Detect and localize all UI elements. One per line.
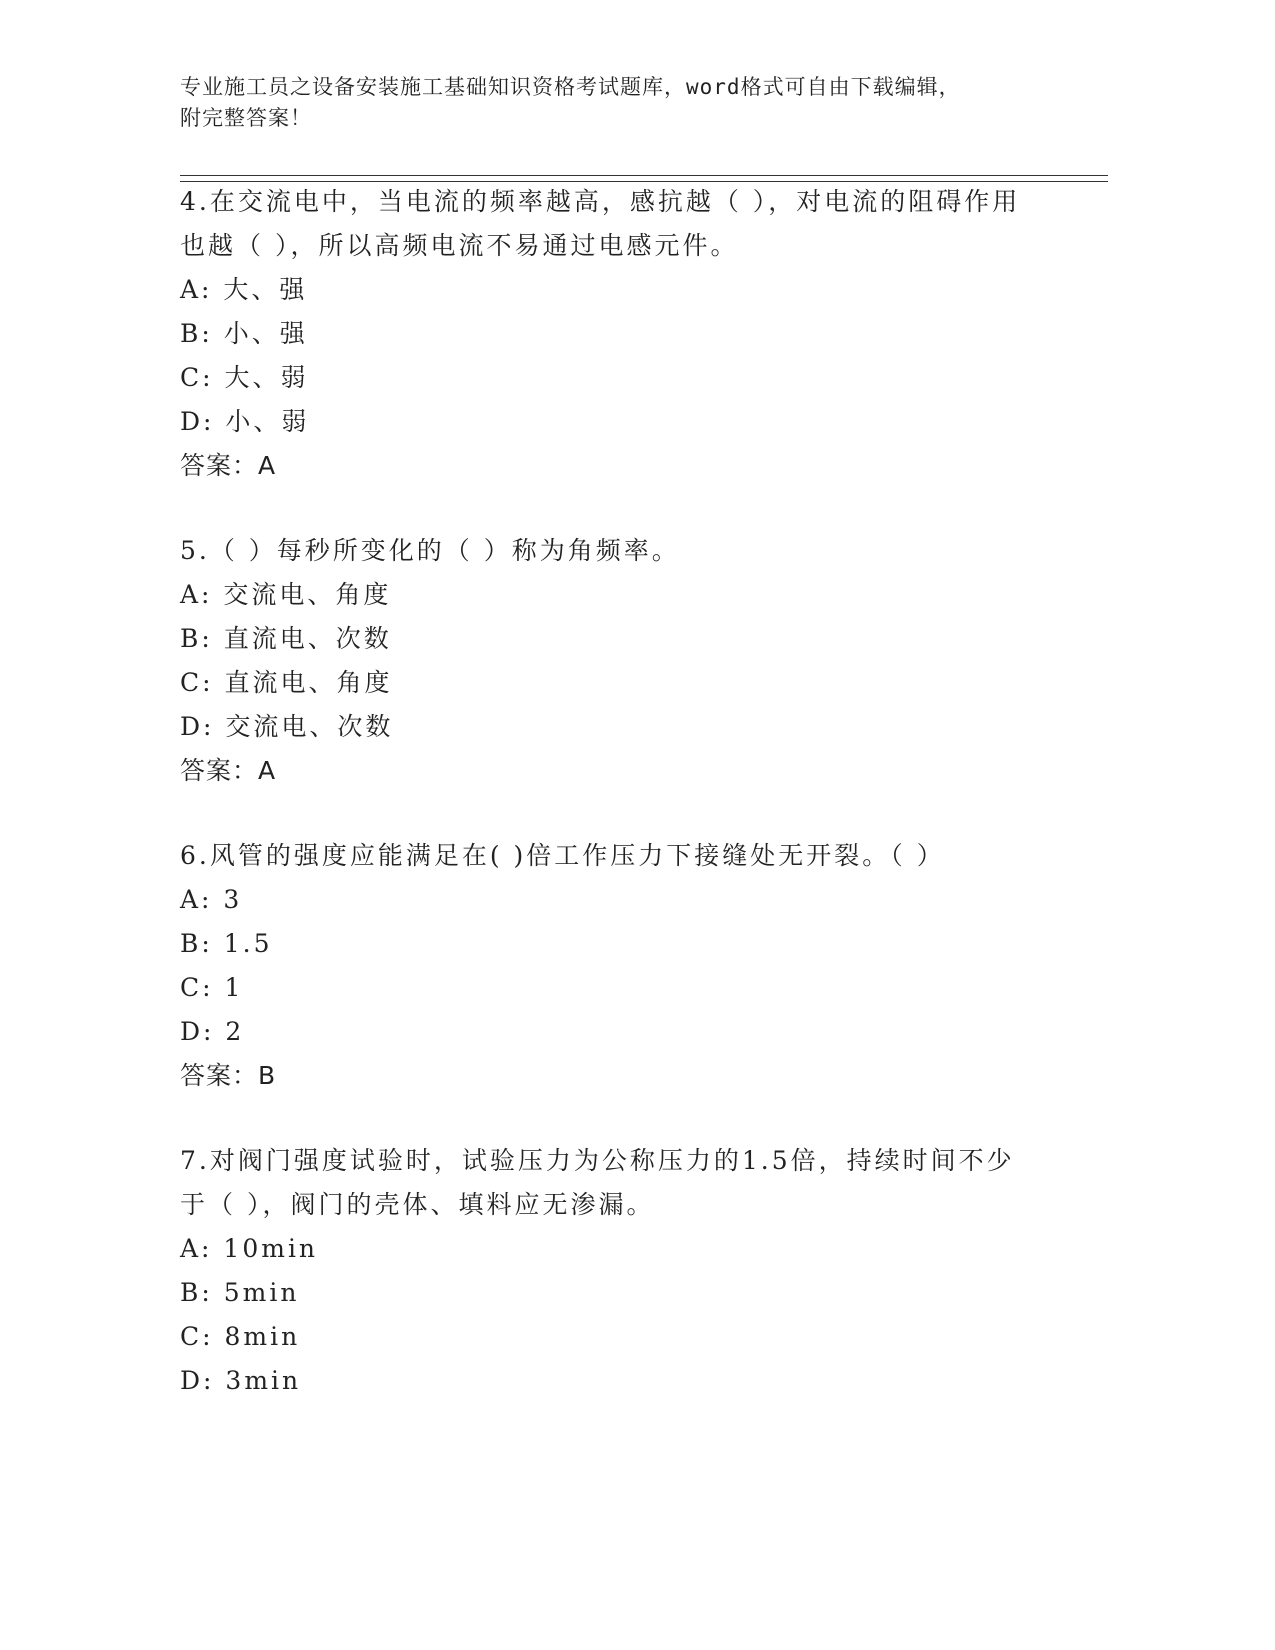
option-a: A: 3	[180, 885, 243, 914]
option-c: C: 8min	[180, 1322, 301, 1351]
answer: 答案：B	[180, 1061, 277, 1090]
question-stem-line: 也越（ ），所以高频电流不易通过电感元件。	[180, 231, 739, 260]
option-b: B: 小、强	[180, 319, 308, 348]
document-header	[180, 72, 1080, 134]
option-d: D: 小、弱	[180, 407, 310, 436]
option-b: B: 直流电、次数	[180, 624, 392, 653]
option-b: B: 1.5	[180, 929, 273, 958]
header-divider-top	[180, 175, 1108, 176]
option-c: C: 大、弱	[180, 363, 309, 392]
question-stem-line: 4.在交流电中，当电流的频率越高，感抗越（ ），对电流的阻碍作用	[180, 187, 1021, 216]
option-a: A: 10min	[180, 1234, 319, 1263]
option-c: C: 1	[180, 973, 244, 1002]
question-7	[180, 1139, 1060, 1403]
option-b: B: 5min	[180, 1278, 300, 1307]
question-stem-line: 5.（ ）每秒所变化的（ ）称为角频率。	[180, 536, 680, 565]
question-stem-line: 于（ ），阀门的壳体、填料应无渗漏。	[180, 1190, 655, 1219]
option-a: A: 大、强	[180, 275, 308, 304]
option-d: D: 交流电、次数	[180, 712, 394, 741]
answer: 答案：A	[180, 756, 277, 785]
answer: 答案：A	[180, 451, 277, 480]
question-stem-line: 6.风管的强度应能满足在( )倍工作压力下接缝处无开裂。（ ）	[180, 841, 945, 870]
option-a: A: 交流电、角度	[180, 580, 392, 609]
question-stem-line: 7.对阀门强度试验时，试验压力为公称压力的1.5倍，持续时间不少	[180, 1146, 1015, 1175]
option-d: D: 3min	[180, 1366, 302, 1395]
header-line-2: 附完整答案！	[180, 106, 312, 130]
option-c: C: 直流电、角度	[180, 668, 393, 697]
option-d: D: 2	[180, 1017, 245, 1046]
header-line-1: 专业施工员之设备安装施工基础知识资格考试题库，word格式可自由下载编辑，	[180, 75, 961, 99]
question-6	[180, 834, 1060, 1098]
question-4	[180, 180, 1060, 488]
question-5	[180, 529, 1060, 793]
